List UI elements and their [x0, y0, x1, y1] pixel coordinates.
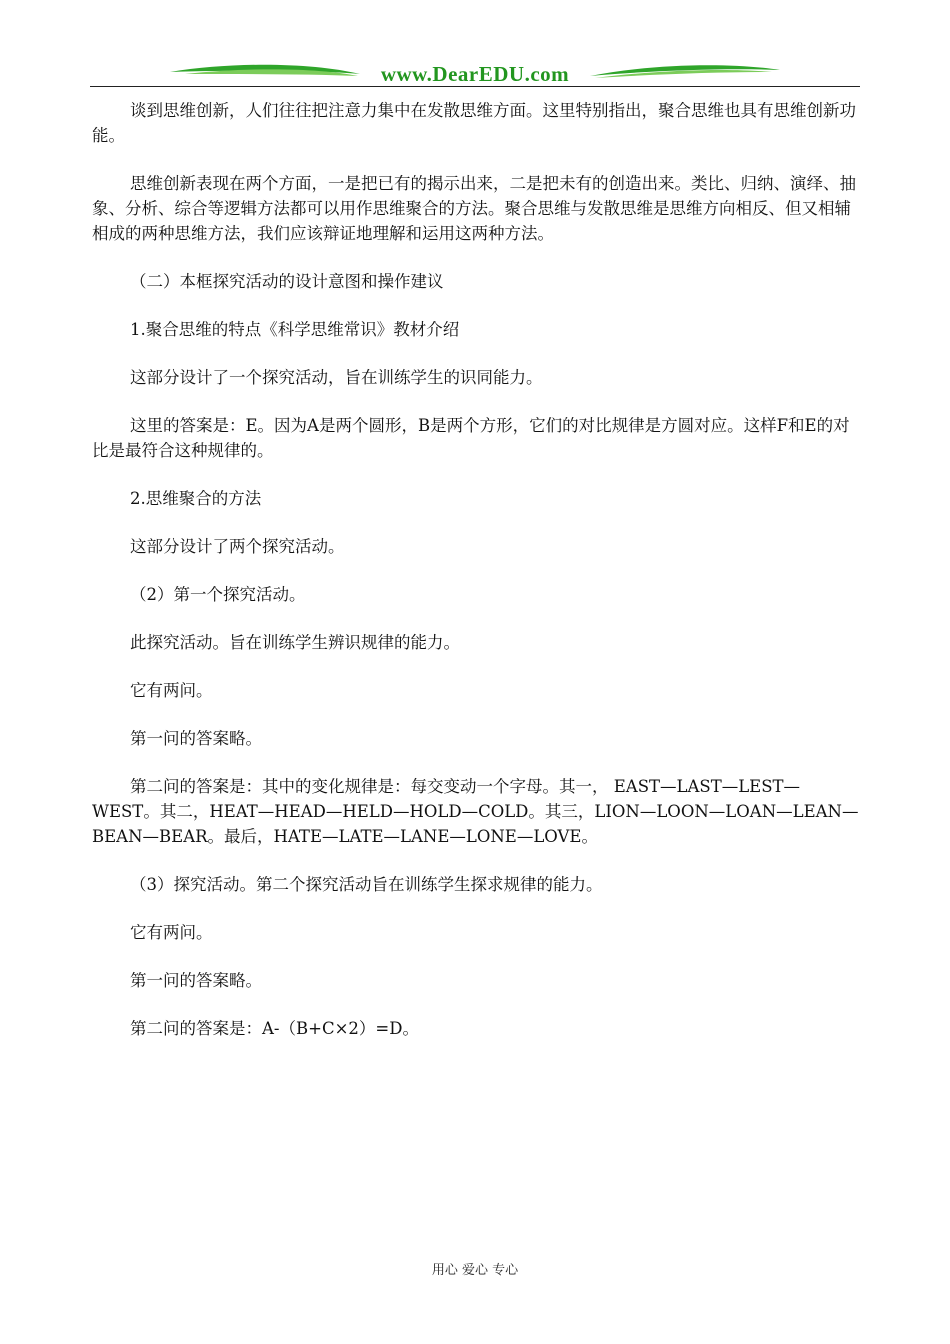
paragraph: 第二问的答案是：其中的变化规律是：每交变动一个字母。其一， EAST—LAST—LEST—WEST。其二，HEAT—HEAD—HELD—HOLD—COLD。其三，LION—LOON—LOAN—LEAN—BEAN—BEAR。最后，HATE—LATE—LANE—LONE—LOVE。 — [92, 777, 859, 846]
paragraph: 此探究活动。旨在训练学生辨识规律的能力。 — [130, 633, 460, 652]
paragraph: 这部分设计了两个探究活动。 — [130, 537, 345, 556]
paragraph: （3）探究活动。第二个探究活动旨在训练学生探求规律的能力。 — [130, 875, 603, 894]
paragraph: 第一问的答案略。 — [130, 729, 262, 748]
document-body — [92, 98, 862, 1064]
page-footer: 用心 爱心 专心 — [431, 1263, 519, 1278]
paragraph: 它有两问。 — [130, 681, 213, 700]
paragraph: 谈到思维创新，人们往往把注意力集中在发散思维方面。这里特别指出，聚合思维也具有思维创新功能。 — [92, 101, 856, 145]
paragraph: 这里的答案是：E。因为A是两个圆形，B是两个方形，它们的对比规律是方圆对应。这样F和E的对比是最符合这种规律的。 — [92, 416, 850, 460]
header-divider — [90, 86, 860, 87]
paragraph: （2）第一个探究活动。 — [130, 585, 306, 604]
page-header — [90, 52, 860, 92]
section-heading: （二）本框探究活动的设计意图和操作建议 — [130, 272, 444, 291]
subsection-heading: 1.聚合思维的特点《科学思维常识》教材介绍 — [130, 320, 460, 339]
paragraph: 第二问的答案是：A-（B+C×2）=D。 — [130, 1019, 419, 1038]
paragraph: 第一问的答案略。 — [130, 971, 262, 990]
paragraph: 思维创新表现在两个方面，一是把已有的揭示出来，二是把未有的创造出来。类比、归纳、演绎、抽象、分析、综合等逻辑方法都可以用作思维聚合的方法。聚合思维与发散思维是思维方向相反、但又相辅相成的两种思维方法，我们应该辩证地理解和运用这两种方法。 — [92, 174, 856, 243]
site-logo-text: www.DearEDU.com — [380, 62, 570, 86]
paragraph: 这部分设计了一个探究活动，旨在训练学生的识同能力。 — [130, 368, 543, 387]
subsection-heading: 2.思维聚合的方法 — [130, 489, 262, 508]
paragraph: 它有两问。 — [130, 923, 213, 942]
